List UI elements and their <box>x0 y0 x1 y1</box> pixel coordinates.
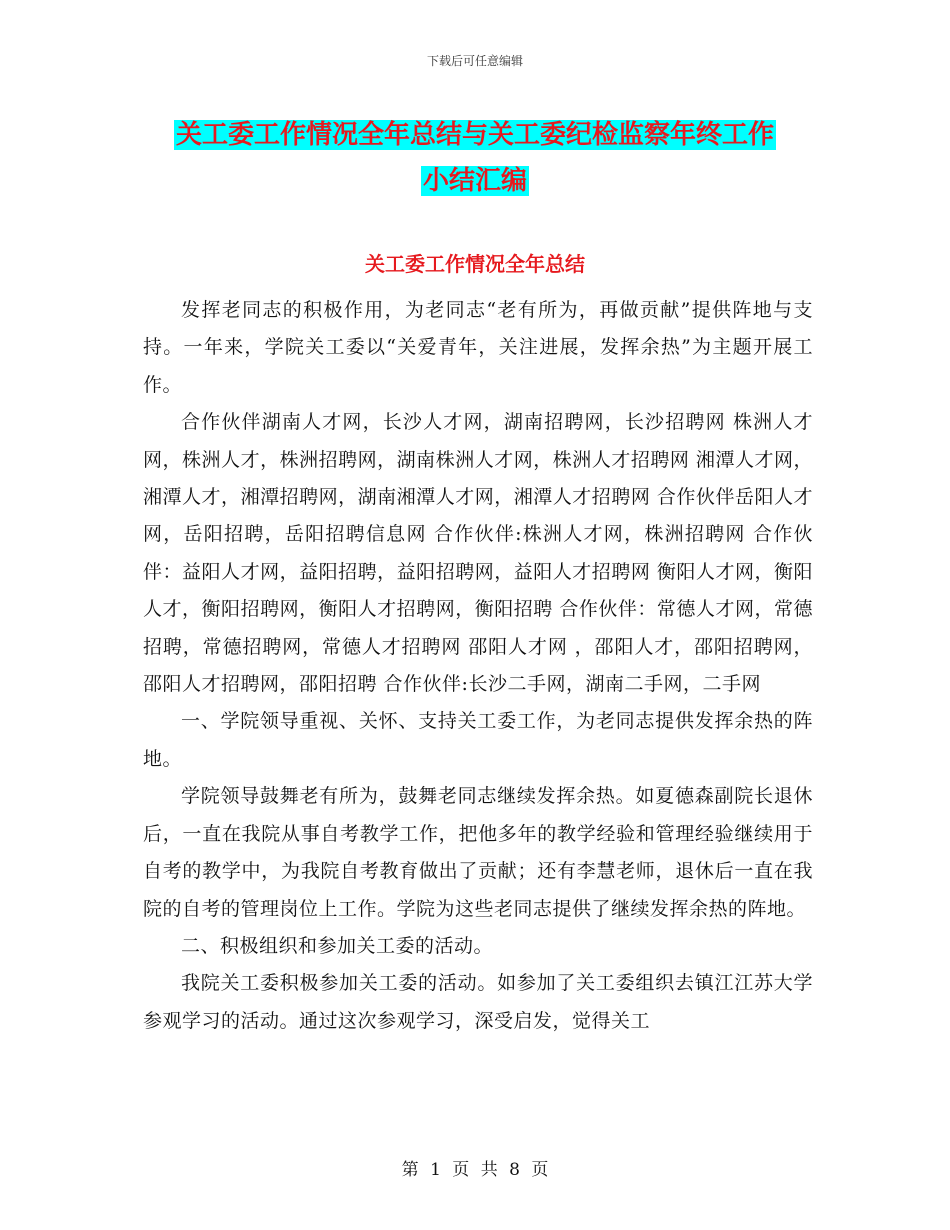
paragraph-heading-1: 一、学院领导重视、关怀、支持关工委工作，为老同志提供发挥余热的阵地。 <box>143 710 813 770</box>
section-title: 关工委工作情况全年总结 <box>365 252 585 276</box>
document-title-line-1: 关工委工作情况全年总结与关工委纪检监察年终工作 <box>175 120 774 150</box>
paragraph-heading-2: 二、积极组织和参加关工委的活动。 <box>181 934 494 957</box>
paragraph-leadership: 学院领导鼓舞老有所为，鼓舞老同志继续发挥余热。如夏德森副院长退休后，一直在我院从事自考教学工作，把他多年的教学经验和管理经验继续用于自考的教学中，为我院自考教育做出了贡献；还有李慧老师，退休后一直在我院的自考的管理岗位上工作。学院为这些老同志提供了继续发挥余热的阵地。 <box>143 785 813 920</box>
paragraph-activities: 我院关工委积极参加关工委的活动。如参加了关工委组织去镇江江苏大学参观学习的活动。通过这次参观学习，深受启发，觉得关工 <box>143 972 813 1032</box>
document-title <box>0 112 950 204</box>
paragraph-partners: 合作伙伴湖南人才网，长沙人才网，湖南招聘网，长沙招聘网 株洲人才网，株洲人才，株洲招聘网，湖南株洲人才网，株洲人才招聘网 湘潭人才网，湘潭人才，湘潭招聘网，湖南湘潭人才网，湘潭人才招聘网 合作伙伴岳阳人才网，岳阳招聘，岳阳招聘信息网 合作伙伴:株洲人才网，株洲招聘网 合作伙伴：益阳人才网，益阳招聘，益阳招聘网，益阳人才招聘网 衡阳人才网，衡阳人才，衡阳招聘网，衡阳人才招聘网，衡阳招聘 合作伙伴：常德人才网，常德招聘，常德招聘网，常德人才招聘网 邵阳人才网 ，邵阳人才，邵阳招聘网，邵阳人才招聘网，邵阳招聘 合作伙伴:长沙二手网，湖南二手网，二手网 <box>143 411 813 696</box>
page-footer: 第 1 页 共 8 页 <box>401 1160 549 1180</box>
document-title-line-2: 小结汇编 <box>422 166 527 196</box>
paragraph-intro: 发挥老同志的积极作用，为老同志“老有所为，再做贡献”提供阵地与支持。一年来，学院关工委以“关爱青年，关注进展，发挥余热”为主题开展工作。 <box>143 299 813 396</box>
page-header-note: 下载后可任意编辑 <box>426 54 523 68</box>
document-body <box>143 292 813 1040</box>
